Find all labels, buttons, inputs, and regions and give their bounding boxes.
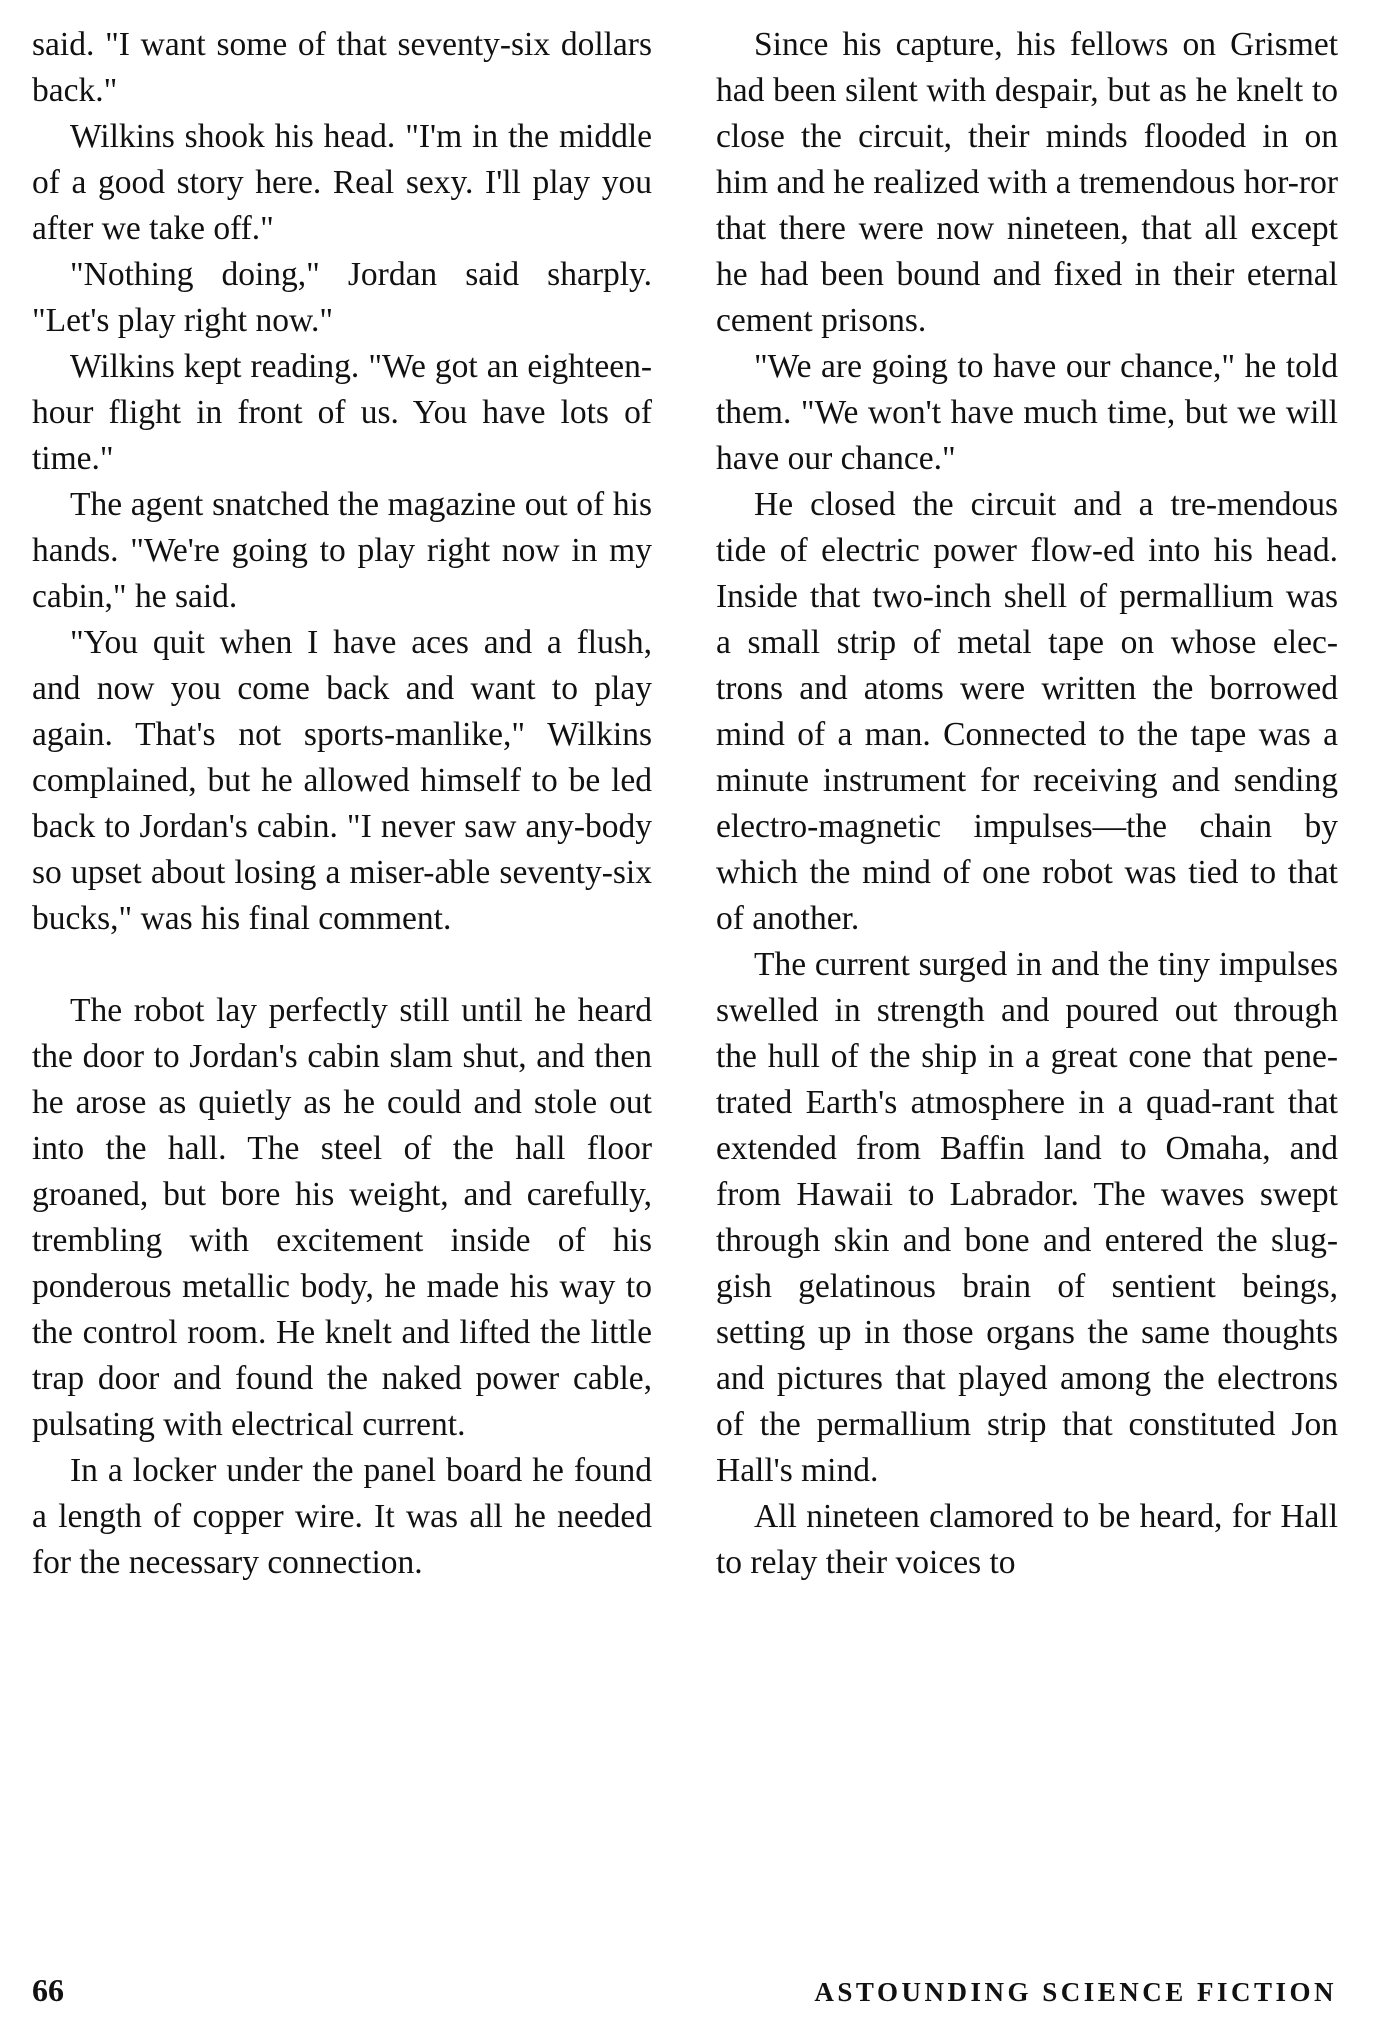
paragraph: The agent snatched the magazine out of his hands. "We're going to play right now in my cabin," he said.: [32, 486, 652, 615]
running-footer-title: ASTOUNDING SCIENCE FICTION: [814, 1977, 1337, 2007]
paragraph: Wilkins shook his head. "I'm in the middle of a good story here. Real sexy. I'll play you after we take off.": [32, 118, 652, 247]
paragraph: Since his capture, his fellows on Grismet had been silent with despair, but as he knelt to close the circuit, their minds flooded in on him and he realized with a tremendous hor-ror that there were now nineteen, that all except he had been bound and fixed in their eternal cement prisons.: [716, 26, 1338, 339]
page-number: 66: [32, 1972, 64, 2008]
paragraph: He closed the circuit and a tre-mendous tide of electric power flow-ed into his head. Inside that two-inch shell of permallium was a small strip of metal tape on whose elec-trons and atoms were written the borrowed mind of a man. Connected to the tape was a minute instrument for receiving and sending electro-magnetic impulses—the chain by which the mind of one robot was tied to that of another.: [716, 486, 1338, 937]
paragraph: Wilkins kept reading. "We got an eighteen-hour flight in front of us. You have lots of time.": [32, 348, 652, 477]
paragraph: The current surged in and the tiny impulses swelled in strength and poured out through the hull of the ship in a great cone that pene-trated Earth's atmosphere in a quad-rant that extended from Baffin land to Omaha, and from Hawaii to Labrador. The waves swept through skin and bone and entered the slug-gish gelatinous brain of sentient beings, setting up in those organs the same thoughts and pictures that played among the electrons of the permallium strip that constituted Jon Hall's mind.: [716, 946, 1338, 1489]
right-text-column: [716, 22, 1338, 1586]
paragraph: The robot lay perfectly still until he heard the door to Jordan's cabin slam shut, and then he arose as quietly as he could and stole out into the hall. The steel of the hall floor groaned, but bore his weight, and carefully, trembling with excitement inside of his ponderous metallic body, he made his way to the control room. He knelt and lifted the little trap door and found the naked power cable, pulsating with electrical current.: [32, 992, 652, 1443]
paragraph: "We are going to have our chance," he told them. "We won't have much time, but we will have our chance.": [716, 348, 1338, 477]
paragraph: All nineteen clamored to be heard, for Hall to relay their voices to: [716, 1498, 1338, 1581]
left-text-column: [32, 22, 652, 1586]
paragraph: "Nothing doing," Jordan said sharply. "Let's play right now.": [32, 256, 652, 339]
paragraph: "You quit when I have aces and a flush, and now you come back and want to play again. That's not sports-manlike," Wilkins complained, but he allowed himself to be led back to Jordan's cabin. "I never saw any-body so upset about losing a miser-able seventy-six bucks," was his final comment.: [32, 624, 652, 937]
paragraph: In a locker under the panel board he found a length of copper wire. It was all he needed for the necessary connection.: [32, 1452, 652, 1581]
paragraph: said. "I want some of that seventy-six dollars back.": [32, 26, 652, 109]
